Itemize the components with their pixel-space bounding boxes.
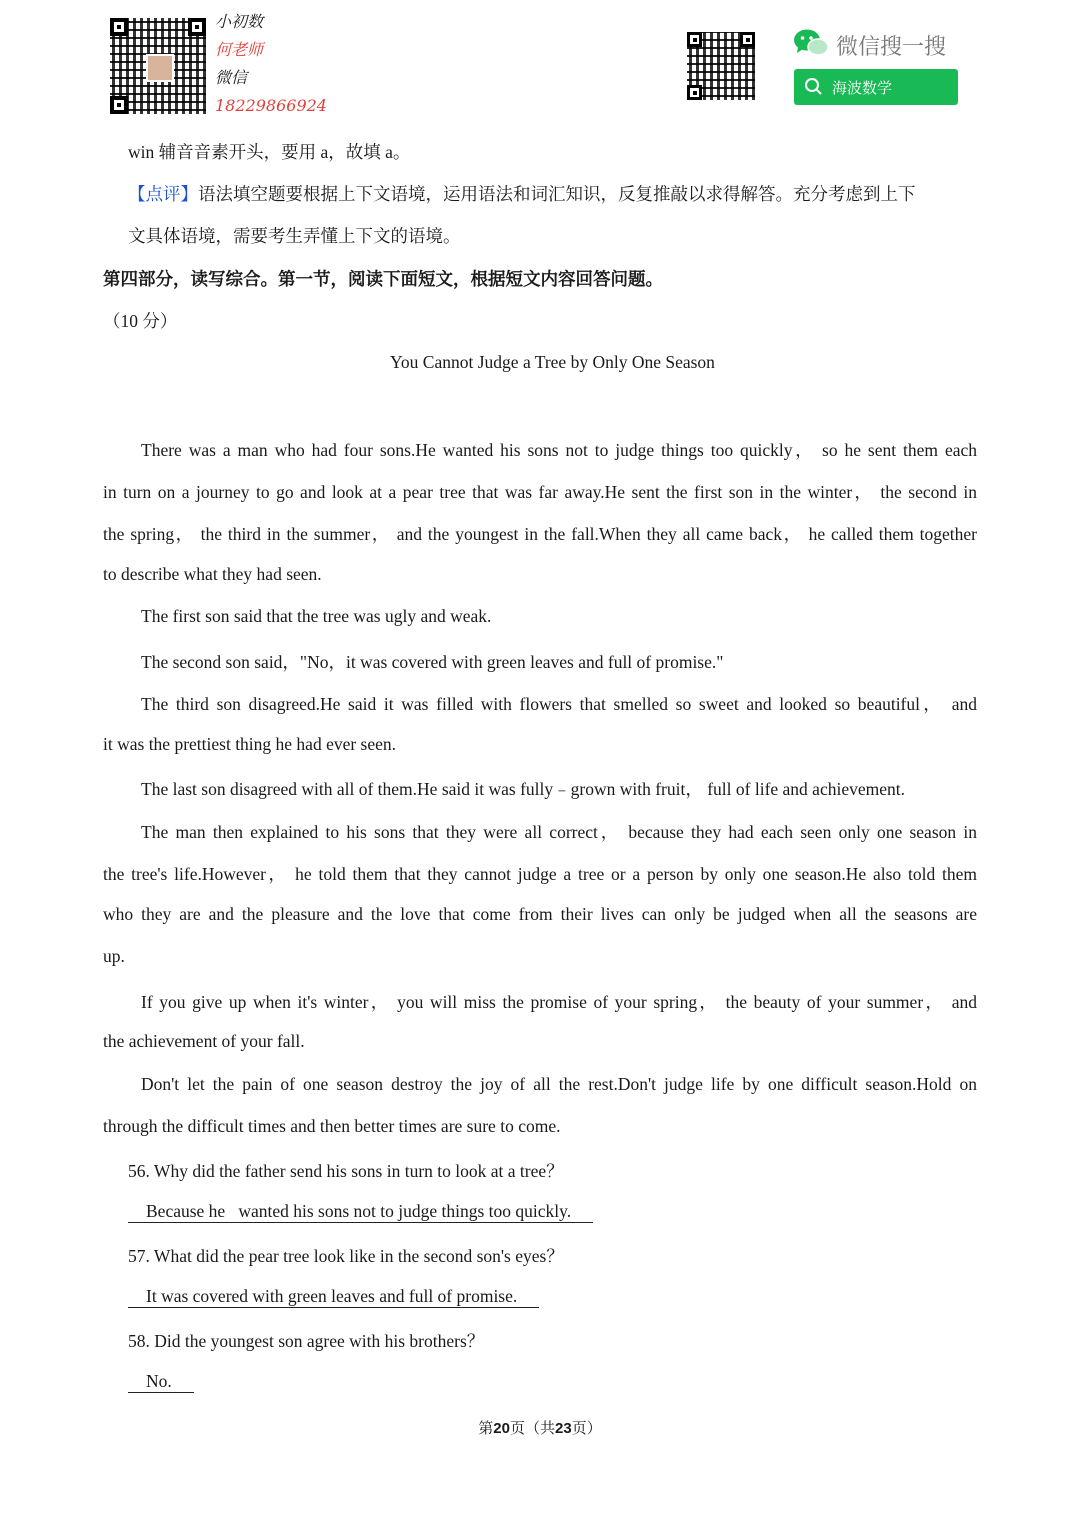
passage-line: the achievement of your fall. xyxy=(103,1031,305,1051)
footer-total-pages: 23 xyxy=(555,1420,572,1437)
comment-line xyxy=(128,181,980,206)
contact-line-3: 微信 xyxy=(215,68,248,87)
passage-line: it was the prettiest thing he had ever seen. xyxy=(103,734,397,754)
passage-line: The last son disagreed with all of them.He said it was fully﹣grown with fruit， full of life and achievement. xyxy=(141,779,905,799)
passage-line: in turn on a journey to go and look at a pear tree that was far away.He sent the first son in the winter， the second in xyxy=(103,482,977,502)
answer-58 xyxy=(128,1370,194,1393)
passage-line: The first son said that the tree was ugly and weak. xyxy=(141,606,492,626)
answer-56 xyxy=(128,1200,593,1223)
passage-line: to describe what they had seen. xyxy=(103,564,322,584)
contact-phone: 18229866924 xyxy=(215,96,327,115)
contact-line-2: 何老师 xyxy=(215,40,264,59)
wechat-logo-icon xyxy=(793,28,829,58)
question-58: 58. Did the youngest son agree with his brothers？ xyxy=(128,1331,485,1351)
passage-line: the tree's life.However， he told them that they cannot judge a tree or a person by only one season.He also told them xyxy=(103,864,977,884)
passage-line: through the difficult times and then better times are sure to come. xyxy=(103,1116,561,1136)
passage-line: If you give up when it's winter， you will miss the promise of your spring， the beauty of your summer， and xyxy=(141,992,977,1012)
wechat-search-box[interactable] xyxy=(794,69,958,105)
passage-line: Don't let the pain of one season destroy the joy of all the rest.Don't judge life by one difficult season.Hold on xyxy=(141,1074,977,1094)
answer-58-text: No. xyxy=(128,1370,194,1393)
passage-line: the spring， the third in the summer， and the youngest in the fall.When they all came back， he called them together xyxy=(103,524,977,544)
question-56: 56. Why did the father send his sons in turn to look at a tree？ xyxy=(128,1161,564,1181)
comment-tag: 【点评】 xyxy=(128,184,198,204)
wechat-search-label: 微信搜一搜 xyxy=(836,35,947,60)
passage-line: up. xyxy=(103,946,125,966)
avatar xyxy=(146,54,174,82)
passage-line: who they are and the pleasure and the love that come from their lives can only be judged when all the seasons are xyxy=(103,904,977,924)
passage-title: You Cannot Judge a Tree by Only One Season xyxy=(390,352,715,372)
answer-56-text: Because he wanted his sons not to judge things too quickly. xyxy=(128,1200,593,1223)
contact-line-1: 小初数 xyxy=(215,12,264,31)
passage-line: The man then explained to his sons that they were all correct， because they had each seen only one season in xyxy=(141,822,977,842)
footer-page-number: 20 xyxy=(493,1420,510,1437)
section-heading: 第四部分，读写综合。第一节，阅读下面短文，根据短文内容回答问题。 xyxy=(103,269,663,289)
search-icon xyxy=(804,77,824,97)
comment-continuation: 文具体语境，需要考生弄懂上下文的语境。 xyxy=(128,226,461,246)
passage-line: The second son said，"No，it was covered with green leaves and full of promise." xyxy=(141,652,724,672)
passage-line: The third son disagreed.He said it was filled with flowers that smelled so sweet and looked so beautiful， and xyxy=(141,694,977,714)
contact-info xyxy=(215,8,327,120)
answer-57 xyxy=(128,1285,539,1308)
answer-57-text: It was covered with green leaves and full of promise. xyxy=(128,1285,539,1308)
search-box-text: 海波数学 xyxy=(832,78,893,97)
footer-pre: 第 xyxy=(478,1421,494,1437)
section-score: （10 分） xyxy=(103,311,178,331)
page-footer xyxy=(0,1417,1080,1438)
footer-post: 页） xyxy=(571,1421,602,1437)
passage-line: There was a man who had four sons.He wanted his sons not to judge things too quickly， so he sent them each xyxy=(141,440,977,460)
question-57: 57. What did the pear tree look like in the second son's eyes？ xyxy=(128,1246,564,1266)
comment-text: 语法填空题要根据上下文语境，运用语法和词汇知识，反复推敲以求得解答。充分考虑到上下 xyxy=(198,184,916,204)
prev-explanation: win 辅音音素开头，要用 a，故填 a。 xyxy=(128,142,411,162)
qr-code-left xyxy=(110,18,206,114)
qr-code-right xyxy=(687,32,755,100)
footer-mid: 页（共 xyxy=(509,1421,555,1437)
